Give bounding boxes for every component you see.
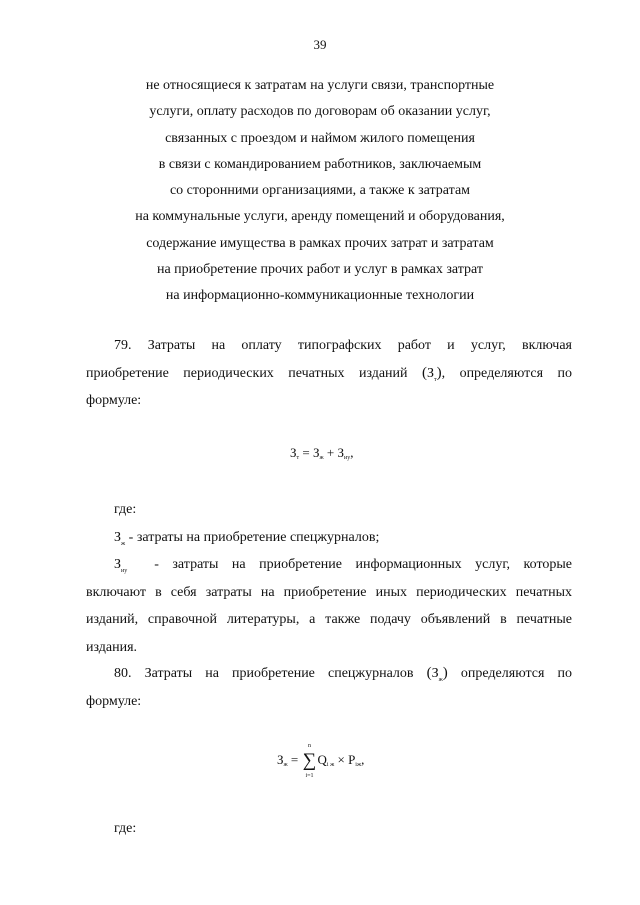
- item80-line1-text: 80. Затраты на приобретение спецжурналов: [114, 666, 414, 681]
- formula1-plus: +: [326, 445, 335, 460]
- section-heading: [60, 73, 580, 310]
- symbol-ziu: [114, 557, 127, 572]
- heading-line: не относящиеся к затратам на услуги связи, транспортные: [145, 78, 495, 93]
- formula1-term2: З: [337, 445, 345, 460]
- definition-ziu: [86, 551, 572, 579]
- formula2-lhs: З: [277, 752, 284, 767]
- heading-line: на приобретение прочих работ и услуг в рамках затрат: [156, 262, 484, 278]
- symbol-zh: [432, 666, 443, 681]
- page-number: 39: [313, 37, 327, 52]
- heading-line: на информационно-коммуникационные технологии: [165, 288, 475, 304]
- paren-close: ): [436, 364, 442, 381]
- formula2-times: ×: [337, 752, 345, 767]
- heading-line: связанных с проездом и наймом жилого помещения: [165, 130, 475, 146]
- paragraph-item-79: [86, 332, 572, 415]
- formula2-p-sub: iж: [355, 762, 362, 768]
- formula2-comma: ,: [361, 752, 365, 767]
- definition-ziu-line2: включают в себя затраты на приобретение иных периодических печатных: [86, 584, 572, 600]
- formula1-lhs: З: [290, 445, 297, 460]
- item79-line1: 79. Затраты на оплату типографских работ и услуг, включая: [114, 338, 572, 353]
- formula-total-typography: [290, 445, 353, 461]
- item79-line3: формуле:: [86, 393, 142, 408]
- definition-zh: [86, 524, 572, 552]
- item80-line1-tail: определяются по: [460, 666, 573, 681]
- item79-line2-text: приобретение периодических печатных изданий: [86, 365, 408, 381]
- where-label: где:: [114, 821, 137, 836]
- symbol-sub: ж: [438, 676, 443, 683]
- definition-text: - затраты на приобретение спецжурналов;: [128, 529, 380, 545]
- definition-ziu-line3: изданий, справочной литературы, а также подачу объявлений в печатные: [86, 612, 572, 627]
- where-block-2: [86, 815, 572, 843]
- symbol-base: З: [426, 365, 434, 381]
- heading-line: на коммунальные услуги, аренду помещений и оборудования,: [135, 209, 505, 225]
- item79-line2-tail: , определяются по: [441, 365, 572, 381]
- formula2-lhs-sub: ж: [283, 762, 288, 768]
- symbol-zt: [427, 366, 437, 381]
- formula2-p: P: [348, 752, 356, 767]
- summation-lower-limit: i=1: [305, 772, 314, 779]
- item80-line2: формуле:: [86, 693, 142, 709]
- item79-line2: [86, 360, 572, 388]
- formula1-lhs-sub: т: [296, 455, 300, 461]
- formula1-term1-sub: ж: [319, 455, 324, 461]
- summation-upper-limit: n: [308, 742, 312, 749]
- paren-open: (: [426, 665, 432, 681]
- paren-close: ): [442, 665, 448, 681]
- formula1-eq: =: [302, 445, 310, 460]
- formula1-term1: З: [312, 445, 320, 460]
- where-label: где:: [114, 502, 137, 517]
- heading-line: в связи с командированием работников, заключаемым: [158, 156, 482, 172]
- formula2-q: Q: [317, 752, 327, 767]
- symbol-base: З: [114, 557, 122, 572]
- summation-symbol: ∑: [302, 749, 317, 771]
- formula1-term2-sub: иу: [344, 455, 351, 461]
- formula-journals: [277, 742, 365, 779]
- heading-line: со сторонними организациями, а также к затратам: [169, 183, 471, 199]
- definition-ziu-line4: издания.: [86, 639, 138, 655]
- where-block-1: [86, 496, 572, 661]
- formula2-eq: =: [290, 752, 299, 767]
- paren-open: (: [421, 364, 427, 381]
- summation-sign: [302, 742, 318, 779]
- formula2-q-sub: i ж: [326, 762, 335, 768]
- symbol-sub: т: [434, 376, 437, 383]
- heading-line: услуги, оплату расходов по договорам об оказании услуг,: [149, 104, 491, 120]
- symbol-base: З: [114, 529, 122, 545]
- symbol-sub: ж: [121, 540, 126, 547]
- heading-line: содержание имущества в рамках прочих затрат и затратам: [146, 235, 494, 251]
- symbol-base: З: [431, 666, 439, 681]
- formula1-comma: ,: [350, 445, 354, 460]
- symbol-zh: [114, 530, 125, 545]
- symbol-sub: иу: [121, 567, 128, 574]
- item80-line1: [86, 660, 572, 688]
- definition-text: - затраты на приобретение информационных услуг, которые: [154, 557, 572, 572]
- paragraph-item-80: [86, 660, 572, 715]
